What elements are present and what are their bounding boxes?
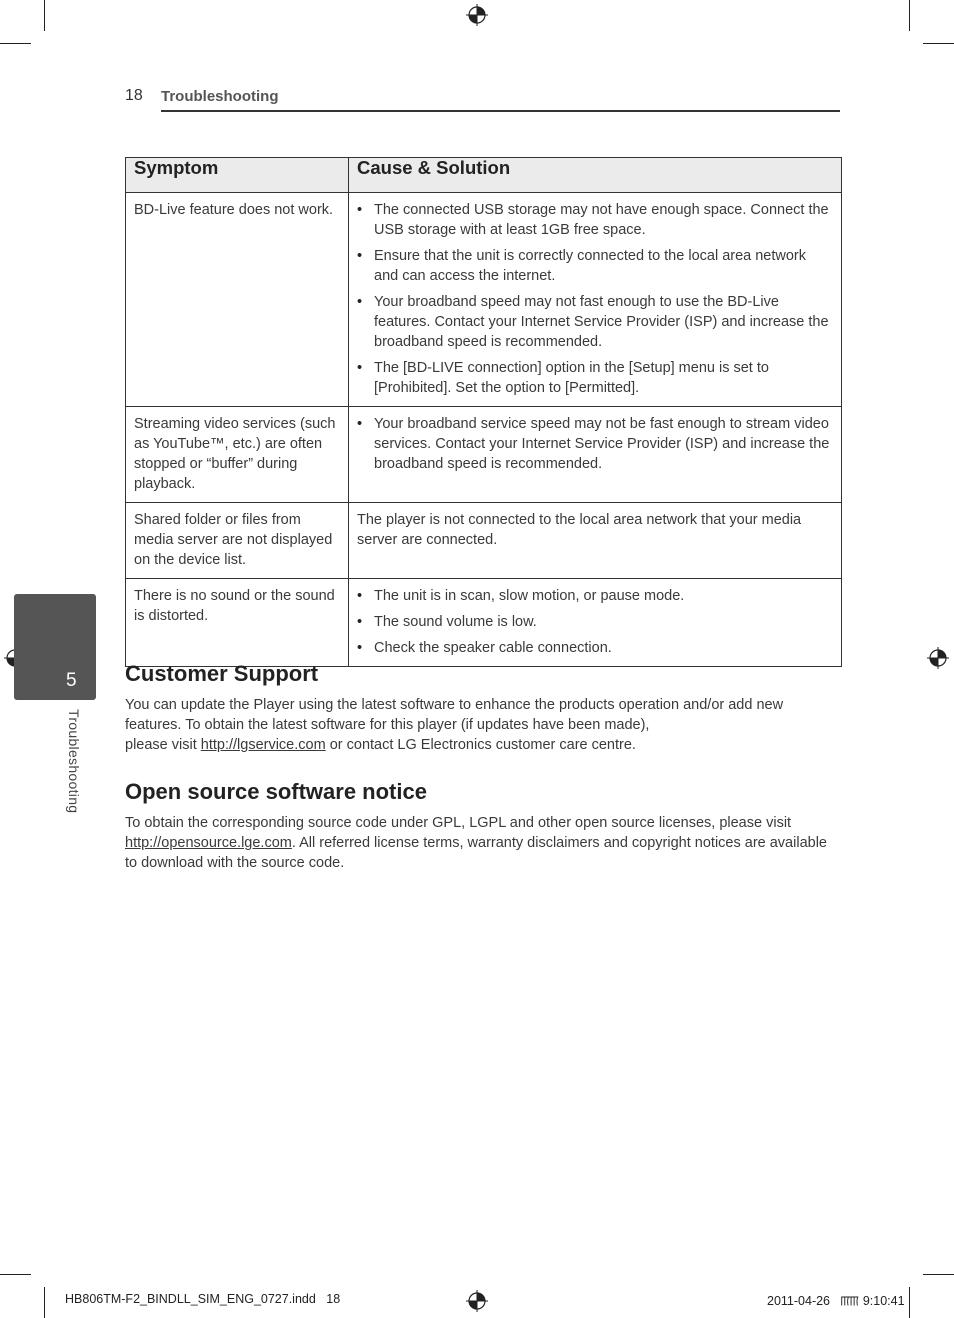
- open-source-text: . All referred license terms, warranty disclaimers and copyright notices are available to download with the source code.: [125, 835, 827, 871]
- cause-cell: [349, 407, 842, 503]
- page-number: 18: [125, 87, 143, 104]
- column-header-symptom: Symptom: [126, 158, 349, 193]
- symptom-cell: Shared folder or files from media server are not displayed on the device list.: [126, 503, 349, 579]
- footer-timestamp: 2011-04-26 ꡕꡕ 9:10:41: [767, 1294, 905, 1308]
- chapter-number: 5: [66, 670, 77, 691]
- troubleshooting-table: [125, 157, 842, 667]
- crop-mark: [0, 1274, 31, 1275]
- registration-mark-icon: [927, 647, 949, 669]
- opensource-link[interactable]: http://opensource.lge.com: [125, 835, 292, 851]
- crop-mark: [923, 1274, 954, 1275]
- registration-mark-icon: [466, 4, 488, 26]
- customer-support-text: or contact LG Electronics customer care centre.: [325, 737, 636, 753]
- cause-item: • The connected USB storage may not have enough space. Connect the USB storage with at least 1GB free space.: [357, 200, 833, 240]
- cause-item: • The sound volume is low.: [357, 612, 833, 632]
- crop-mark: [923, 43, 954, 44]
- table-row: [126, 407, 842, 503]
- cause-list: [357, 414, 833, 474]
- customer-support-text: please visit: [125, 737, 201, 753]
- registration-mark-icon: [466, 1290, 488, 1312]
- table-row: [126, 579, 842, 667]
- lgservice-link[interactable]: http://lgservice.com: [200, 737, 326, 753]
- crop-mark: [909, 0, 910, 31]
- cause-item: • Check the speaker cable connection.: [357, 638, 833, 658]
- chapter-label: Troubleshooting: [66, 709, 82, 814]
- header-rule: [161, 110, 840, 112]
- symptom-cell: BD-Live feature does not work.: [126, 193, 349, 407]
- solution-cell: The player is not connected to the local area network that your media server are connected.: [349, 503, 842, 579]
- cause-item: • The unit is in scan, slow motion, or pause mode.: [357, 586, 833, 606]
- cause-item: • Your broadband speed may not fast enough to use the BD-Live features. Contact your Internet Service Provider (ISP) and increase the broadband speed is recommended.: [357, 292, 833, 352]
- chapter-tab: [14, 594, 96, 700]
- open-source-paragraph: [125, 813, 841, 873]
- cause-item: • The [BD-LIVE connection] option in the [Setup] menu is set to [Prohibited]. Set the option to [Permitted].: [357, 358, 833, 398]
- crop-mark: [44, 1287, 45, 1318]
- table-header-row: [126, 158, 842, 193]
- customer-support-text: You can update the Player using the latest software to enhance the products operation and/or add new features. To obtain the latest software for this player (if updates have been made),: [125, 697, 784, 733]
- cause-cell: [349, 193, 842, 407]
- footer-filename: HB806TM-F2_BINDLL_SIM_ENG_0727.indd 18: [65, 1292, 341, 1306]
- table-row: [126, 503, 842, 579]
- symptom-cell: Streaming video services (such as YouTube™, etc.) are often stopped or “buffer” during playback.: [126, 407, 349, 503]
- running-header-title: Troubleshooting: [161, 88, 279, 105]
- cause-item: • Ensure that the unit is correctly connected to the local area network and can access the internet.: [357, 246, 833, 286]
- cause-list: [357, 200, 833, 398]
- section-title-customer-support: Customer Support: [125, 661, 319, 686]
- crop-mark: [909, 1287, 910, 1318]
- open-source-text: To obtain the corresponding source code under GPL, LGPL and other open source licenses, please visit: [125, 815, 792, 831]
- symptom-cell: There is no sound or the sound is distorted.: [126, 579, 349, 667]
- crop-mark: [0, 43, 31, 44]
- cause-cell: [349, 579, 842, 667]
- column-header-cause-solution: Cause & Solution: [349, 158, 842, 193]
- section-title-open-source: Open source software notice: [125, 779, 427, 804]
- crop-mark: [44, 0, 45, 31]
- cause-list: [357, 586, 833, 658]
- cause-item: • Your broadband service speed may not be fast enough to stream video services. Contact your Internet Service Provider (ISP) and increase the broadband speed is recommended.: [357, 414, 833, 474]
- customer-support-paragraph: [125, 695, 841, 755]
- table-row: [126, 193, 842, 407]
